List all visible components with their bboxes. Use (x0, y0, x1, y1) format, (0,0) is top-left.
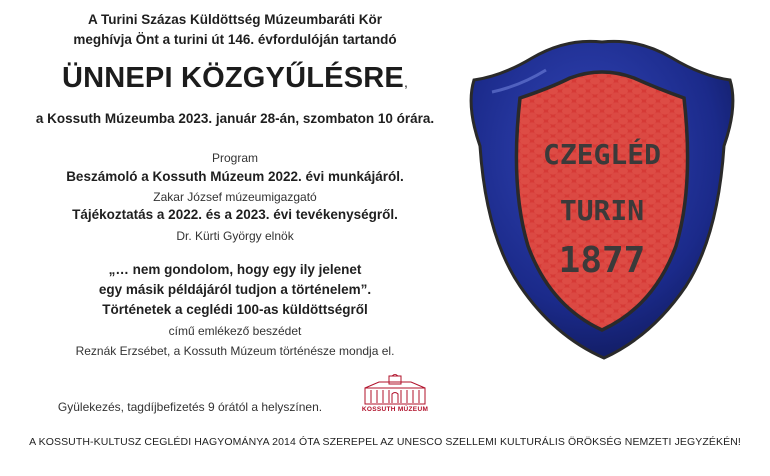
invite-line: meghívja Önt a turini út 146. évfordulóján tartandó (73, 32, 397, 47)
event-title-comma: , (403, 74, 409, 90)
gathering-note: Gyülekezés, tagdíjbefizetés 9 órától a helyszínen. (57, 400, 323, 414)
badge-text-line3: 1877 (558, 240, 646, 281)
event-title-text: ÜNNEPI KÖZGYŰLÉSRE (61, 62, 404, 94)
shield-badge-icon (462, 36, 742, 362)
badge-text-line1: CZEGLÉD (542, 138, 662, 171)
quote-line-2: egy másik példájáról tudjon a történelem”. (98, 282, 372, 297)
footer-notice: A KOSSUTH-KULTUSZ CEGLÉDI HAGYOMÁNYA 2014 ÓTA SZEREPEL AZ UNESCO SZELLEMI KULTURÁLIS ÖRÖKSÉG NEMZETI JEGYZÉKÉN! (29, 436, 741, 448)
venue-date-line: a Kossuth Múzeumba 2023. január 28-án, szombaton 10 órára. (35, 111, 435, 126)
czegled-turin-badge (462, 36, 742, 362)
program-item-3-title: Történetek a ceglédi 100-as küldöttségről (102, 302, 368, 317)
logo-label: KOSSUTH MÚZEUM (361, 406, 429, 413)
program-item-3-speaker: Reznák Erzsébet, a Kossuth Múzeum történésze mondja el. (75, 344, 395, 358)
program-heading: Program (211, 151, 258, 165)
program-item-3-sub: című emlékező beszédet (168, 324, 302, 338)
kossuth-muzeum-logo (359, 374, 431, 416)
program-item-1-speaker: Zakar József múzeumigazgató (153, 190, 317, 204)
organizer-line: A Turini Százas Küldöttség Múzeumbaráti Kör (87, 12, 383, 27)
museum-building-icon (359, 374, 431, 406)
event-title (0, 62, 470, 95)
badge-text-line2: TURIN (559, 194, 645, 227)
program-item-2-title: Tájékoztatás a 2022. és a 2023. évi tevékenységről. (72, 207, 398, 222)
quote-line-1: „… nem gondolom, hogy egy ily jelenet (108, 262, 362, 277)
program-item-1-title: Beszámoló a Kossuth Múzeum 2022. évi munkájáról. (66, 169, 404, 184)
program-item-2-speaker: Dr. Kürti György elnök (176, 229, 294, 243)
